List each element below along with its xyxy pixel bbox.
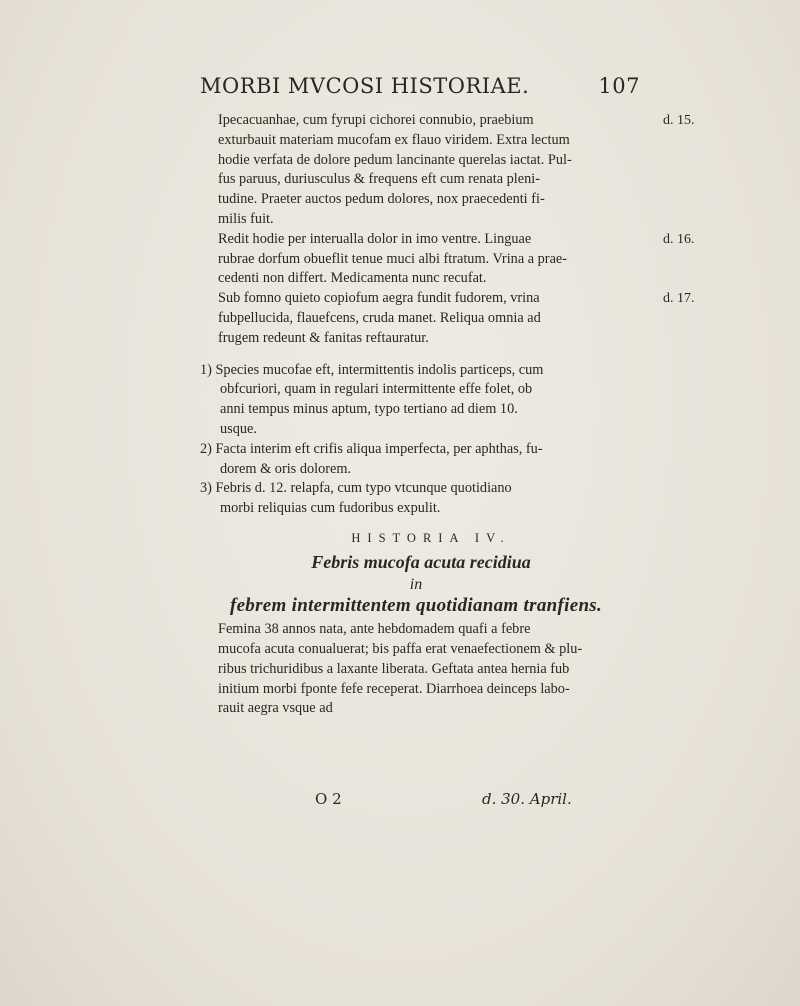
running-title: MORBI MVCOSI HISTORIAE. [200, 74, 530, 98]
text-line: anni tempus minus aptum, typo tertiano ad diem 10. [220, 401, 518, 418]
margin-note-day: d. 17. [663, 291, 695, 307]
margin-note-day: d. 15. [663, 113, 695, 128]
text-body [200, 111, 695, 719]
text-line: tudine. Praeter auctos pedum dolores, nox praecedenti fi- [218, 191, 545, 208]
text-line: exturbauit materiam mucofam ex flauo viridem. Extra lectum [218, 131, 570, 148]
text-line: mucofa acuta conualuerat; bis paffa erat venaefectionem & plu- [218, 640, 583, 657]
historia-title: Febris mucofa acuta recidiua [311, 551, 531, 572]
text-line: Redit hodie per interualla dolor in imo ventre. Linguae [218, 230, 532, 247]
text-line: cedenti non differt. Medicamenta nunc recufat. [218, 270, 487, 287]
text-line: obfcuriori, quam in regulari intermittente effe folet, ob [220, 381, 533, 398]
text-line: fubpellucida, flauefcens, cruda manet. Reliqua omnia ad [218, 309, 541, 326]
historia-subtitle: febrem intermittentem quotidianam tranfiens. [229, 595, 603, 617]
footnote-3 [200, 479, 632, 519]
signature-mark: O 2 [315, 790, 342, 808]
text-line: rauit aegra vsque ad [218, 700, 333, 717]
historia-in: in [409, 575, 423, 593]
historia-label: HISTORIA IV. [351, 530, 511, 545]
text-line: frugem redeunt & fanitas reftauratur. [218, 329, 429, 346]
text-line: hodie verfata de dolore pedum lancinante querelas iactat. Pul- [218, 151, 572, 168]
text-line: dorem & oris dolorem. [220, 460, 352, 477]
text-line: Sub fomno quieto copiofum aegra fundit fudorem, vrina [218, 290, 540, 307]
text-line: 2) Facta interim eft crifis aliqua imperfecta, per aphthas, fu- [200, 440, 543, 457]
text-line: initium morbi fponte fefe receperat. Diarrhoea deinceps labo- [218, 680, 570, 697]
text-line: 3) Febris d. 12. relapfa, cum typo vtcunque quotidiano [200, 480, 512, 497]
text-line: 1) Species mucofae eft, intermittentis indolis particeps, cum [200, 361, 544, 378]
text-line: usque. [220, 420, 257, 437]
text-line: rubrae dorfum obueflit tenue muci albi ftratum. Vrina a prae- [218, 250, 568, 267]
text-line: ribus trichuridibus a laxante liberata. Geftata antea hernia fub [218, 660, 570, 677]
paragraph-day-17 [200, 289, 695, 348]
catchword: d. 30. April. [482, 790, 572, 808]
paragraph-case-intro [200, 620, 632, 719]
text-line: fus paruus, duriusculus & frequens eft cum renata pleni- [218, 171, 540, 188]
paragraph-day-15 [200, 111, 695, 230]
text-line: Femina 38 annos nata, ante hebdomadem quafi a febre [218, 621, 531, 638]
text-line: milis fuit. [218, 210, 274, 227]
footnote-2 [200, 440, 632, 480]
text-line: Ipecacuanhae, cum fyrupi cichorei connubio, praebium [218, 112, 534, 128]
margin-note-day: d. 16. [663, 231, 695, 247]
text-line: morbi reliquias cum fudoribus expulit. [220, 500, 441, 517]
paragraph-day-16 [200, 230, 695, 289]
page-number: 107 [598, 74, 640, 98]
footnote-1 [200, 361, 632, 440]
